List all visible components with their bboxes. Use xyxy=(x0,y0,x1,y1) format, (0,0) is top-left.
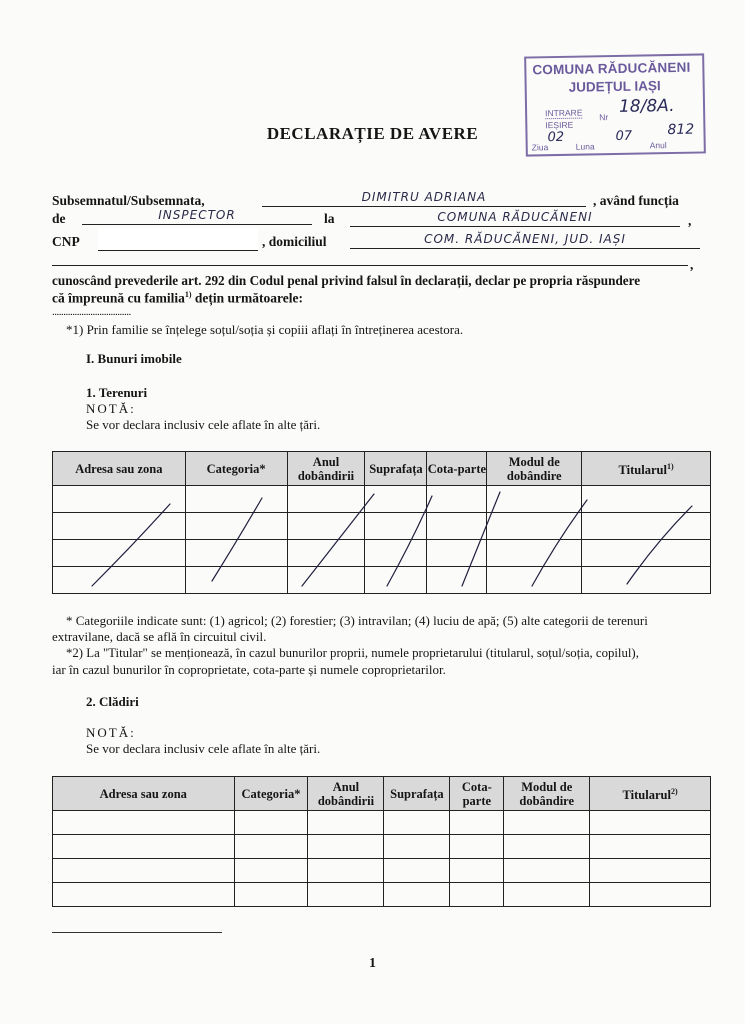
la-label: la xyxy=(324,211,335,226)
de-label: de xyxy=(52,211,66,226)
table-row xyxy=(53,486,711,513)
stamp-month-label: Luna xyxy=(575,141,595,152)
footnote-family: *1) Prin familie se înțelege soțul/soția și copiii aflați în întreținerea acestora. xyxy=(66,322,464,337)
dotted-line: ................................... xyxy=(52,306,131,318)
domiciliu-continuation-line xyxy=(52,265,688,266)
th-titularul-sup: 2) xyxy=(670,786,678,796)
stamp-year-label: Anul xyxy=(649,140,667,151)
declaration-text-line-1: cunoscând prevederile art. 292 din Codul penal privind falsul în declarații, declar pe propria răspundere xyxy=(52,273,641,288)
declaration-text-line-2 xyxy=(52,290,303,307)
domiciliu-field: COM. RĂDUCĂNENI, JUD. IAȘI xyxy=(350,232,700,249)
table-row xyxy=(53,811,711,835)
stamp-nr-label: Nr xyxy=(599,112,609,123)
table-row xyxy=(53,835,711,859)
name-field: DIMITRU ADRIANA xyxy=(262,190,586,207)
th-categoria: Categoria* xyxy=(185,452,287,486)
stamp-nr-value: 18/8A. xyxy=(618,95,675,117)
nota-label-2: NOTĂ: xyxy=(86,725,136,740)
footnote-separator xyxy=(52,932,222,933)
page-number: 1 xyxy=(369,956,376,971)
terenuri-table xyxy=(52,451,711,594)
functia-field: INSPECTOR xyxy=(82,208,312,225)
note-categorii-line-2: extravilane, dacă se află în circuitul civil. xyxy=(52,629,267,644)
footnote-ref-1: 1) xyxy=(184,290,192,299)
th-adresa: Adresa sau zona xyxy=(53,452,186,486)
comma-2: , xyxy=(690,257,694,272)
th-titularul xyxy=(590,777,711,811)
th-anul: Anul dobândirii xyxy=(287,452,365,486)
cnp-field xyxy=(98,228,258,251)
stamp-iesire: IEȘIRE xyxy=(545,119,574,131)
note-titular-line-1: *2) La "Titular" se menționează, în cazul bunurilor proprii, numele proprietarului (titularul, soțul/soția, copilul), xyxy=(66,646,639,660)
comma-1: , xyxy=(688,213,692,228)
th-modul: Modul de dobândire xyxy=(487,452,582,486)
stamp-intrare: INTRARE xyxy=(545,107,583,119)
th-modul: Modul de dobândire xyxy=(504,777,590,811)
stamp-day-value: 02 xyxy=(547,129,565,146)
stamp-line-2: JUDEȚUL IAȘI xyxy=(568,78,661,95)
domiciliul-label: , domiciliul xyxy=(262,234,327,249)
institutie-field: COMUNA RĂDUCĂNENI xyxy=(350,210,680,227)
stamp-line-1: COMUNA RĂDUCĂNENI xyxy=(532,59,691,78)
avand-functia-label: , având funcția xyxy=(593,193,679,208)
document-title: DECLARAȚIE DE AVERE xyxy=(266,124,479,143)
th-adresa: Adresa sau zona xyxy=(53,777,235,811)
stamp-day-label: Ziua xyxy=(531,142,549,153)
subsection-terenuri: 1. Terenuri xyxy=(86,385,148,400)
nota-text-1: Se vor declara inclusiv cele aflate în alte țări. xyxy=(86,417,321,432)
cladiri-table xyxy=(52,776,711,907)
cnp-label: CNP xyxy=(52,234,80,249)
th-titularul-text: Titularul xyxy=(622,788,671,803)
table-row xyxy=(53,859,711,883)
th-suprafata: Suprafața xyxy=(384,777,450,811)
th-anul: Anul dobândirii xyxy=(308,777,384,811)
stamp-year-value: 812 xyxy=(667,121,695,139)
table-row xyxy=(53,513,711,540)
table-row xyxy=(53,883,711,907)
nota-label-1: NOTĂ: xyxy=(86,401,136,416)
th-cota: Cota-parte xyxy=(450,777,504,811)
nota-text-2: Se vor declara inclusiv cele aflate în alte țări. xyxy=(86,741,321,756)
stamp-month-value: 07 xyxy=(615,128,633,144)
subsection-cladiri: 2. Clădiri xyxy=(86,694,139,709)
th-categoria: Categoria* xyxy=(234,777,308,811)
th-titularul-sup: 1) xyxy=(666,461,674,471)
section-heading-bunuri-imobile: I. Bunuri imobile xyxy=(86,351,182,366)
table-row xyxy=(53,540,711,567)
note-titular-line-2: iar în cazul bunurilor în coproprietate, cota-parte și numele coproprietarilor. xyxy=(52,662,446,677)
th-suprafata: Suprafața xyxy=(365,452,427,486)
declaration-text-part-b: dețin următoarele: xyxy=(191,290,304,306)
declaration-text-part-a: că împreună cu familia xyxy=(52,290,185,306)
th-titularul-text: Titularul xyxy=(618,463,667,478)
table-row xyxy=(53,567,711,594)
subsemnatul-label: Subsemnatul/Subsemnata, xyxy=(52,193,205,208)
th-titularul xyxy=(582,452,711,486)
th-cota: Cota-parte xyxy=(427,452,487,486)
note-categorii-line-1: * Categoriile indicate sunt: (1) agricol; (2) forestier; (3) intravilan; (4) luciu de apă; (5) alte categorii de terenuri xyxy=(66,613,648,628)
